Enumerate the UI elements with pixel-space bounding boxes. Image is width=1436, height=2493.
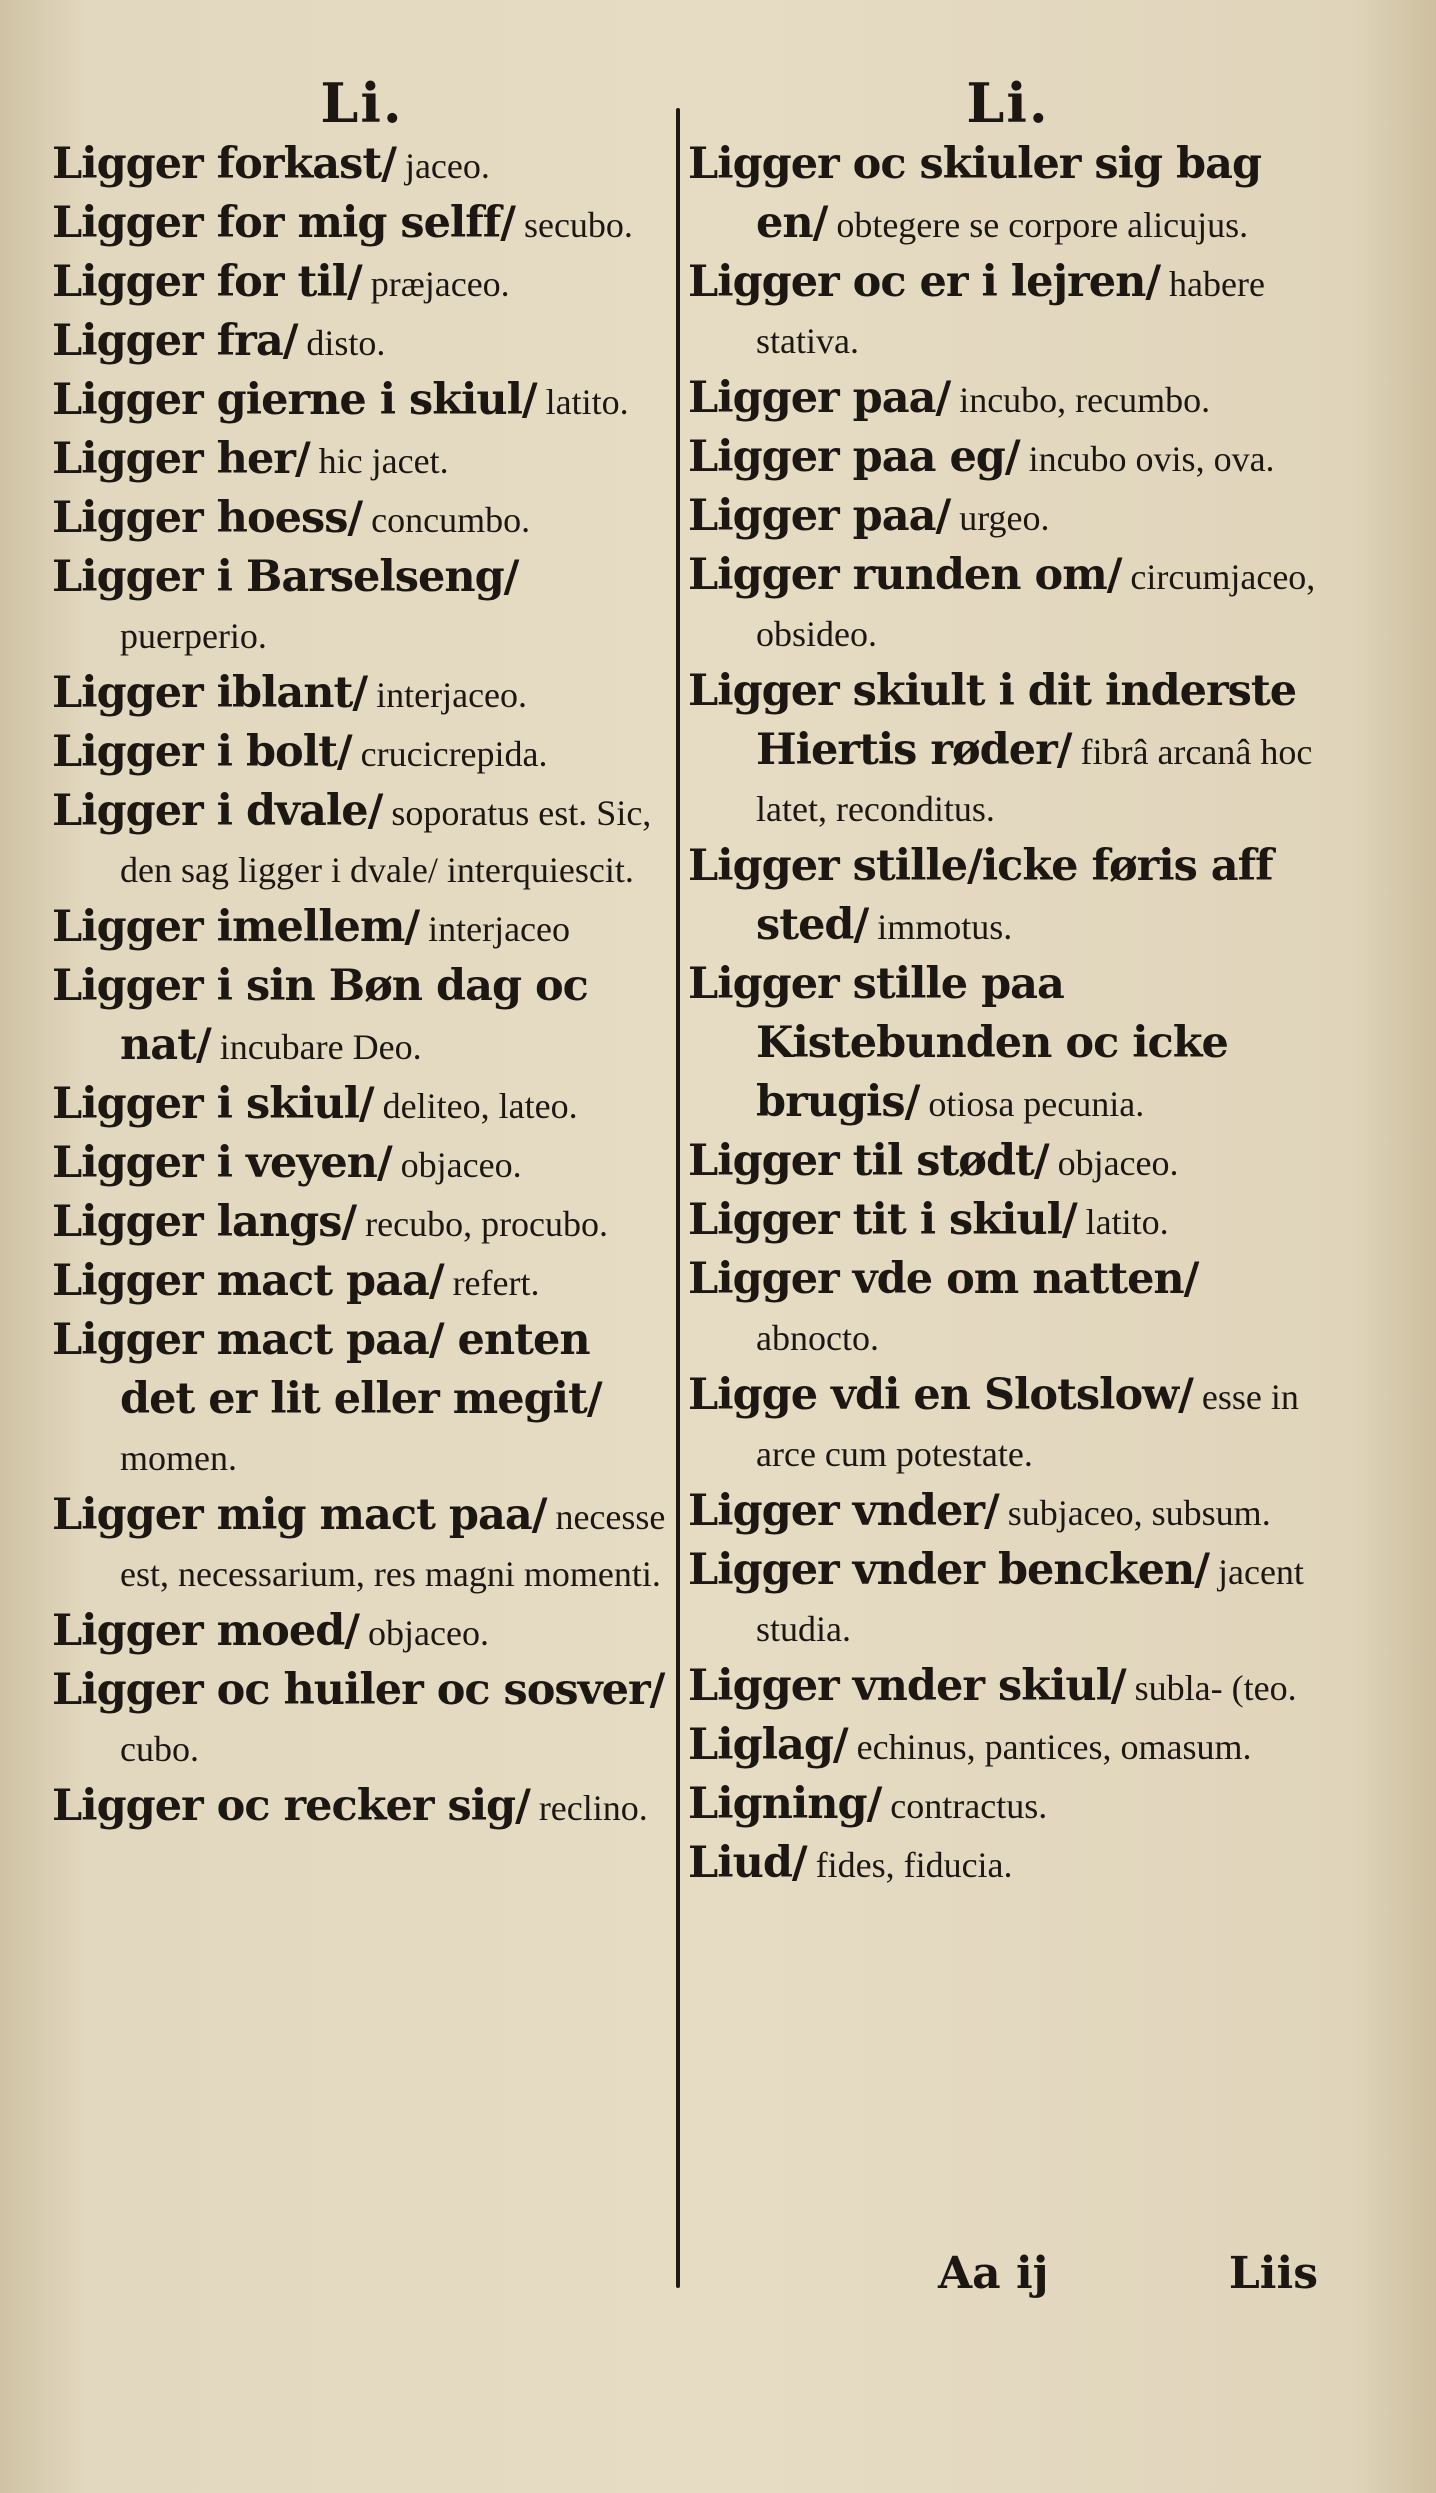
headword: Ligger gierne i skiul/ [52, 375, 537, 425]
dictionary-entry [52, 1076, 672, 1135]
dictionary-entry [688, 429, 1328, 488]
latin-gloss: reclino. [538, 1788, 648, 1828]
headword: Ligger i skiul/ [52, 1079, 374, 1129]
dictionary-entry [52, 136, 672, 195]
headword: Ligger hoess/ [52, 493, 363, 543]
headword: Ligger skiult i dit inderste Hiertis røder/ [688, 666, 1297, 775]
dictionary-entry [688, 1192, 1328, 1251]
dictionary-entry [52, 549, 672, 665]
headword: Ligger moed/ [52, 1606, 359, 1656]
headword: Ligger i dvale/ [52, 786, 383, 836]
headword: Ligger imellem/ [52, 902, 420, 952]
headword: Ligger mact paa/ [52, 1256, 444, 1306]
catchword: Liis [1228, 2248, 1318, 2299]
dictionary-entry [52, 372, 672, 431]
headword: Ligger i veyen/ [52, 1138, 392, 1188]
headword: Ligning/ [688, 1779, 882, 1829]
headword: Ligge vdi en Slotslow/ [688, 1370, 1193, 1420]
latin-gloss: fibrâ arcanâ hoc latet, reconditus. [756, 732, 1313, 829]
headword: Ligger vnder bencken/ [688, 1545, 1209, 1595]
latin-gloss: necesse est, necessarium, res magni momenti. [120, 1497, 666, 1594]
latin-gloss: incubo ovis, ova. [1028, 439, 1275, 479]
latin-gloss: urgeo. [959, 498, 1050, 538]
dictionary-entry [52, 1135, 672, 1194]
signature-mark: Aa ij [938, 2248, 1049, 2299]
latin-gloss: objaceo. [400, 1145, 522, 1185]
headword: Ligger for mig selff/ [52, 198, 515, 248]
headword: Ligger paa/ [688, 373, 951, 423]
latin-gloss: puerperio. [120, 616, 267, 656]
latin-gloss: interjaceo. [376, 675, 528, 715]
left-running-head: Li. [320, 71, 404, 135]
dictionary-entry [688, 1835, 1328, 1894]
dictionary-entry [688, 254, 1328, 370]
latin-gloss: objaceo. [368, 1613, 489, 1653]
latin-gloss: crucicrepida. [360, 734, 548, 774]
headword: Liud/ [688, 1838, 807, 1888]
dictionary-entry [688, 838, 1328, 956]
latin-gloss: immotus. [877, 907, 1013, 947]
dictionary-entry [52, 195, 672, 254]
dictionary-entry [688, 547, 1328, 663]
headword: Ligger oc skiuler sig bag en/ [688, 139, 1262, 248]
latin-gloss: echinus, pantices, omasum. [856, 1727, 1252, 1767]
headword: Ligger stille paa Kistebunden oc icke brugis/ [688, 959, 1228, 1127]
headword: Ligger mact paa/ enten det er lit eller megit/ [52, 1315, 602, 1424]
dictionary-entry [52, 1487, 672, 1603]
dictionary-entry [52, 1194, 672, 1253]
headword: Ligger her/ [52, 434, 310, 484]
dictionary-entry [52, 1603, 672, 1662]
headword: Ligger langs/ [52, 1197, 357, 1247]
latin-gloss: interjaceo [428, 909, 571, 949]
headword: Liglag/ [688, 1720, 848, 1770]
latin-gloss: cubo. [120, 1729, 199, 1769]
page-footer [938, 2248, 1318, 2299]
dictionary-entry [52, 1778, 672, 1837]
dictionary-entry [688, 663, 1328, 838]
dictionary-entry [52, 1253, 672, 1312]
headword: Ligger oc huiler oc sosver/ [52, 1665, 665, 1715]
dictionary-entry [52, 313, 672, 372]
latin-gloss: incubo, recumbo. [959, 380, 1211, 420]
latin-gloss: objaceo. [1057, 1143, 1179, 1183]
latin-gloss: præjaceo. [370, 264, 510, 304]
headword: Ligger i sin Bøn dag oc nat/ [52, 961, 588, 1070]
dictionary-entry [52, 724, 672, 783]
latin-gloss: soporatus est. Sic, den sag ligger i dvale/ interquiescit. [120, 793, 652, 890]
left-column [52, 70, 672, 1837]
right-running-head: Li. [966, 71, 1050, 135]
headword: Ligger mig mact paa/ [52, 1490, 547, 1540]
dictionary-entry [52, 1312, 672, 1487]
headword: Ligger paa/ [688, 491, 951, 541]
headword: Ligger oc er i lejren/ [688, 257, 1161, 307]
latin-gloss: refert. [452, 1263, 540, 1303]
dictionary-entry [688, 1251, 1328, 1367]
headword: Ligger vnder skiul/ [688, 1661, 1126, 1711]
latin-gloss: abnocto. [756, 1318, 879, 1358]
dictionary-entry [688, 956, 1328, 1133]
dictionary-entry [52, 490, 672, 549]
latin-gloss: otiosa pecunia. [928, 1084, 1145, 1124]
dictionary-entry [688, 1717, 1328, 1776]
latin-gloss: subjaceo, subsum. [1007, 1493, 1271, 1533]
headword: Ligger i Barselseng/ [52, 552, 519, 602]
latin-gloss: concumbo. [371, 500, 531, 540]
dictionary-entry [688, 488, 1328, 547]
dictionary-entry [688, 1483, 1328, 1542]
right-entry-list [688, 136, 1328, 1894]
dictionary-entry [688, 1542, 1328, 1658]
column-divider [676, 108, 680, 2288]
headword: Ligger paa eg/ [688, 432, 1020, 482]
latin-gloss: jaceo. [404, 146, 490, 186]
right-column [688, 70, 1328, 1894]
headword: Ligger oc recker sig/ [52, 1781, 530, 1831]
dictionary-entry [52, 958, 672, 1076]
dictionary-entry [52, 665, 672, 724]
latin-gloss: latito. [545, 382, 629, 422]
dictionary-entry [688, 1776, 1328, 1835]
dictionary-entry [52, 1662, 672, 1778]
latin-gloss: obtegere se corpore alicujus. [836, 205, 1249, 245]
headword: Ligger vde om natten/ [688, 1254, 1199, 1304]
headword: Ligger til stødt/ [688, 1136, 1049, 1186]
dictionary-entry [52, 254, 672, 313]
dictionary-entry [688, 370, 1328, 429]
dictionary-entry [688, 1367, 1328, 1483]
latin-gloss: secubo. [523, 205, 633, 245]
latin-gloss: latito. [1085, 1202, 1169, 1242]
left-entry-list [52, 136, 672, 1837]
headword: Ligger stille/icke føris aff sted/ [688, 841, 1273, 950]
headword: Ligger fra/ [52, 316, 298, 366]
dictionary-entry [688, 1133, 1328, 1192]
latin-gloss: subla- (teo. [1134, 1668, 1297, 1708]
headword: Ligger forkast/ [52, 139, 396, 189]
dictionary-entry [52, 783, 672, 899]
headword: Ligger runden om/ [688, 550, 1122, 600]
latin-gloss: circumjaceo, obsideo. [756, 557, 1316, 654]
headword: Ligger iblant/ [52, 668, 368, 718]
dictionary-entry [688, 1658, 1328, 1717]
latin-gloss: hic jacet. [318, 441, 449, 481]
latin-gloss: habere stativa. [756, 264, 1265, 361]
latin-gloss: recubo, procubo. [365, 1204, 609, 1244]
latin-gloss: fides, fiducia. [815, 1845, 1013, 1885]
latin-gloss: jacent studia. [756, 1552, 1304, 1649]
headword: Ligger i bolt/ [52, 727, 352, 777]
headword: Ligger vnder/ [688, 1486, 999, 1536]
latin-gloss: contractus. [890, 1786, 1048, 1826]
dictionary-entry [52, 431, 672, 490]
headword: Ligger for til/ [52, 257, 362, 307]
latin-gloss: disto. [306, 323, 386, 363]
latin-gloss: esse in arce cum potestate. [756, 1377, 1299, 1474]
dictionary-entry [688, 136, 1328, 254]
dictionary-entry [52, 899, 672, 958]
latin-gloss: incubare Deo. [219, 1027, 422, 1067]
headword: Ligger tit i skiul/ [688, 1195, 1077, 1245]
latin-gloss: deliteo, lateo. [382, 1086, 578, 1126]
latin-gloss: momen. [120, 1438, 237, 1478]
